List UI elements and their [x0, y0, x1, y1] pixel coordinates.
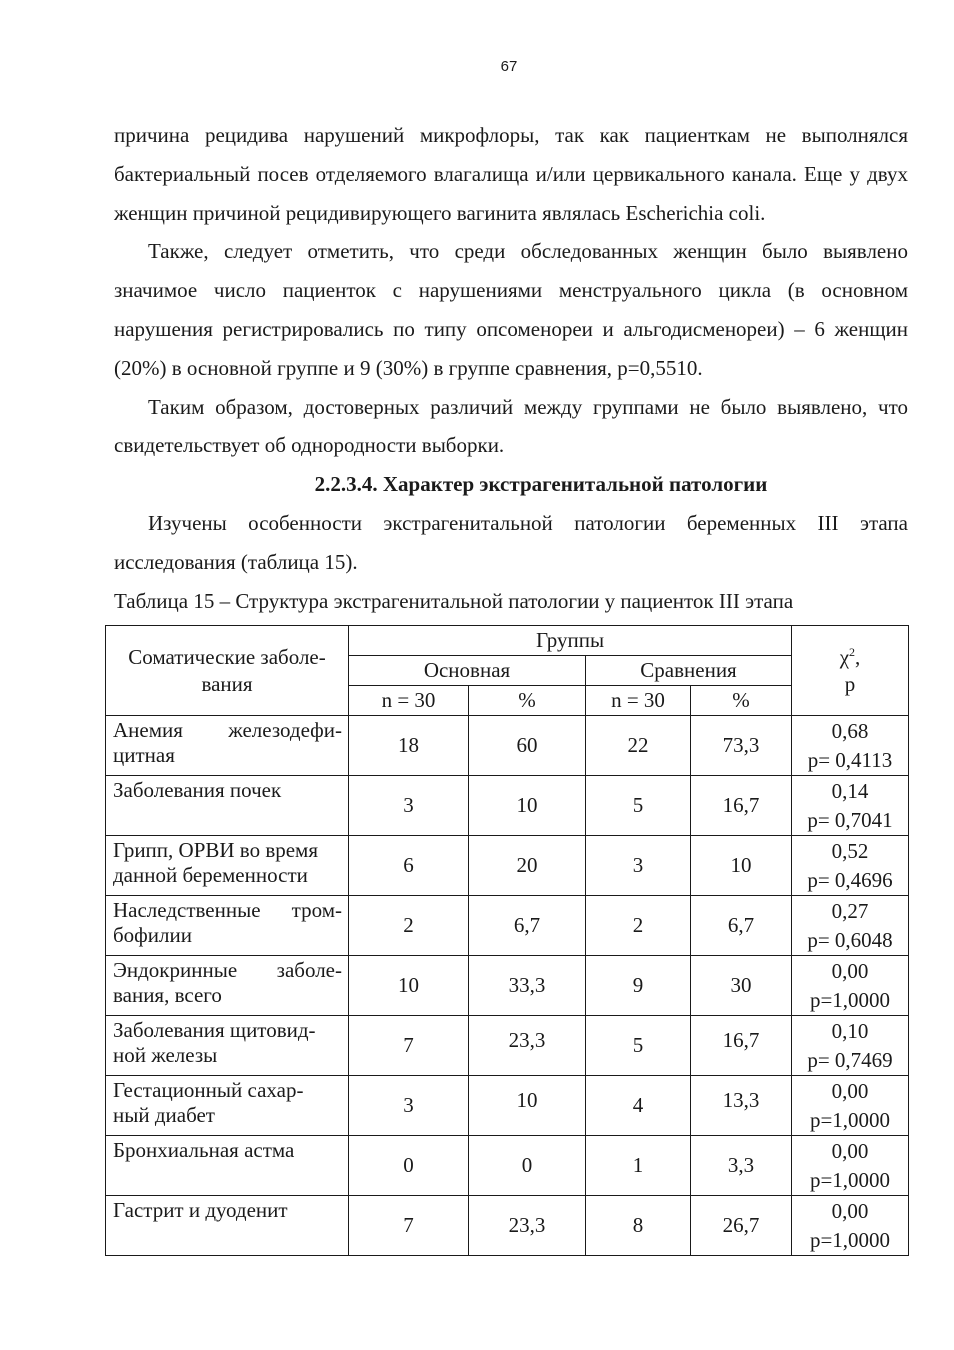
cell-disease: [106, 1136, 349, 1196]
cell-n-main: 7: [349, 1196, 469, 1256]
chi-suffix: ,: [855, 644, 861, 669]
disease-text: Бронхиальная астма: [113, 1138, 295, 1162]
cell-disease: [106, 1196, 349, 1256]
p-value: p= 0,4696: [807, 867, 893, 892]
cell-disease: [106, 716, 349, 776]
cell-pct-comp: 26,7: [691, 1196, 792, 1256]
disease-text: тром-: [291, 898, 342, 922]
cell-n-main: 10: [349, 956, 469, 1016]
chi2-value: 0,00: [831, 1078, 869, 1103]
disease-text: цитная: [113, 743, 175, 767]
disease-text: ный диабет: [113, 1103, 215, 1127]
chi2-value: 0,00: [831, 958, 869, 983]
page-number: 67: [500, 58, 518, 75]
disease-text: Заболевания щитовид-: [113, 1018, 316, 1042]
p-value: p=1,0000: [809, 1167, 891, 1192]
cell-pct-main: 23,3: [469, 1196, 586, 1256]
cell-disease: [106, 836, 349, 896]
chi2-value: 0,27: [831, 898, 869, 923]
cell-pct-comp: 13,3: [691, 1076, 792, 1136]
header-p-label: p: [844, 671, 856, 696]
cell-pct-main: 33,3: [469, 956, 586, 1016]
table-row: [106, 1136, 909, 1196]
disease-text: железодефи-: [228, 718, 342, 742]
p-value: p=1,0000: [809, 987, 891, 1012]
cell-chi-p: [792, 836, 909, 896]
cell-chi-p: [792, 1076, 909, 1136]
cell-pct-main: 20: [469, 836, 586, 896]
cell-n-main: 18: [349, 716, 469, 776]
chi2-value: 0,68: [831, 718, 869, 743]
header-pct-main: %: [469, 686, 586, 716]
cell-disease: [106, 1016, 349, 1076]
chi2-value: 0,10: [831, 1018, 869, 1043]
header-disease: [106, 626, 349, 716]
paragraph-continuation: причина рецидива нарушений микрофлоры, так как пациенткам не выполнялся бактериальный посев отделяемого влагалища и/или цервикального канала. Еще у двух женщин причиной рецидивирующего вагинита являлась Escherichia coli.: [114, 123, 908, 225]
cell-chi-p: [792, 776, 909, 836]
disease-text: Заболевания почек: [113, 778, 282, 802]
disease-text: данной беременности: [113, 863, 308, 887]
table-row: [106, 716, 909, 776]
cell-pct-comp: 30: [691, 956, 792, 1016]
cell-chi-p: [792, 956, 909, 1016]
cell-chi-p: [792, 1136, 909, 1196]
cell-pct-main: 6,7: [469, 896, 586, 956]
table-row: [106, 1076, 909, 1136]
cell-pct-comp: 16,7: [691, 776, 792, 836]
table-row: [106, 776, 909, 836]
header-pct-comp: %: [691, 686, 792, 716]
cell-chi-p: [792, 1196, 909, 1256]
cell-pct-main: 60: [469, 716, 586, 776]
cell-disease: [106, 776, 349, 836]
cell-pct-main: 0: [469, 1136, 586, 1196]
paragraph-table-intro: Изучены особенности экстрагенитальной патологии беременных III этапа исследования (таблица 15).: [114, 510, 908, 574]
header-n-main: n = 30: [349, 686, 469, 716]
cell-n-comp: 5: [586, 776, 691, 836]
cell-pct-main: 23,3: [469, 1016, 586, 1076]
section-heading: 2.2.3.4. Характер экстрагенитальной патологии: [314, 472, 768, 497]
cell-pct-comp: 6,7: [691, 896, 792, 956]
disease-text: Грипп, ОРВИ во время: [113, 838, 319, 862]
p-value: p= 0,7041: [807, 807, 893, 832]
cell-pct-comp: 73,3: [691, 716, 792, 776]
disease-text: заболе-: [276, 958, 342, 982]
table-caption: Таблица 15 – Структура экстрагенитальной патологии у пациенток III этапа: [114, 588, 794, 613]
cell-n-main: 7: [349, 1016, 469, 1076]
cell-n-main: 0: [349, 1136, 469, 1196]
table-row: [106, 1196, 909, 1256]
header-chi-line: [792, 644, 908, 671]
disease-text: бофилии: [113, 923, 192, 947]
header-groups: Группы: [349, 626, 792, 656]
header-n-comp: n = 30: [586, 686, 691, 716]
cell-chi-p: [792, 716, 909, 776]
cell-pct-main: 10: [469, 776, 586, 836]
chi2-value: 0,00: [831, 1198, 869, 1223]
p-value: p= 0,7469: [807, 1047, 893, 1072]
header-disease-line2: вания: [201, 671, 253, 696]
header-main-group: Основная: [349, 656, 586, 686]
cell-pct-comp: 3,3: [691, 1136, 792, 1196]
header-disease-line1: Соматические заболе-: [128, 644, 326, 669]
cell-disease: [106, 896, 349, 956]
cell-n-comp: 9: [586, 956, 691, 1016]
p-value: p= 0,4113: [807, 747, 893, 772]
chi-exponent: 2: [849, 644, 856, 659]
paragraph-conclusion: Таким образом, достоверных различий между группами не было выявлено, что свидетельствует об однородности выборки.: [114, 394, 908, 458]
cell-pct-comp: 16,7: [691, 1016, 792, 1076]
table-row: [106, 836, 909, 896]
header-comparison-group: Сравнения: [586, 656, 792, 686]
cell-n-comp: 3: [586, 836, 691, 896]
cell-n-comp: 2: [586, 896, 691, 956]
cell-n-main: 3: [349, 1076, 469, 1136]
table-row: [106, 1016, 909, 1076]
disease-text: Анемия: [113, 718, 183, 742]
cell-n-comp: 5: [586, 1016, 691, 1076]
p-value: p=1,0000: [809, 1227, 891, 1252]
chi2-value: 0,14: [831, 778, 869, 803]
disease-text: Наследственные: [113, 898, 261, 922]
chi2-value: 0,52: [831, 838, 869, 863]
pathology-table: [105, 625, 909, 1256]
p-value: p=1,0000: [809, 1107, 891, 1132]
cell-n-comp: 4: [586, 1076, 691, 1136]
cell-n-comp: 8: [586, 1196, 691, 1256]
cell-n-main: 6: [349, 836, 469, 896]
disease-text: ной железы: [113, 1043, 218, 1067]
cell-disease: [106, 956, 349, 1016]
cell-pct-main: 10: [469, 1076, 586, 1136]
cell-disease: [106, 1076, 349, 1136]
disease-text: Гестационный сахар-: [113, 1078, 304, 1102]
disease-text: Эндокринные: [113, 958, 238, 982]
cell-n-main: 2: [349, 896, 469, 956]
table-row: [106, 956, 909, 1016]
disease-text: вания, всего: [113, 983, 222, 1007]
cell-n-comp: 1: [586, 1136, 691, 1196]
chi2-value: 0,00: [831, 1138, 869, 1163]
paragraph-menstrual-disorders: Также, следует отметить, что среди обследованных женщин было выявлено значимое число пациенток с нарушениями менструального цикла (в основном нарушения регистрировались по типу опсоменореи и альгодисменореи) – 6 женщин (20%) в основной группе и 9 (30%) в группе сравнения, p=0,5510.: [114, 239, 908, 380]
chi-symbol: χ: [839, 644, 850, 669]
p-value: p= 0,6048: [807, 927, 893, 952]
body-text: [114, 116, 908, 620]
cell-chi-p: [792, 896, 909, 956]
cell-n-comp: 22: [586, 716, 691, 776]
disease-text: Гастрит и дуоденит: [113, 1198, 288, 1222]
table-row: [106, 896, 909, 956]
header-chi-p: [792, 626, 909, 716]
cell-pct-comp: 10: [691, 836, 792, 896]
cell-n-main: 3: [349, 776, 469, 836]
cell-chi-p: [792, 1016, 909, 1076]
